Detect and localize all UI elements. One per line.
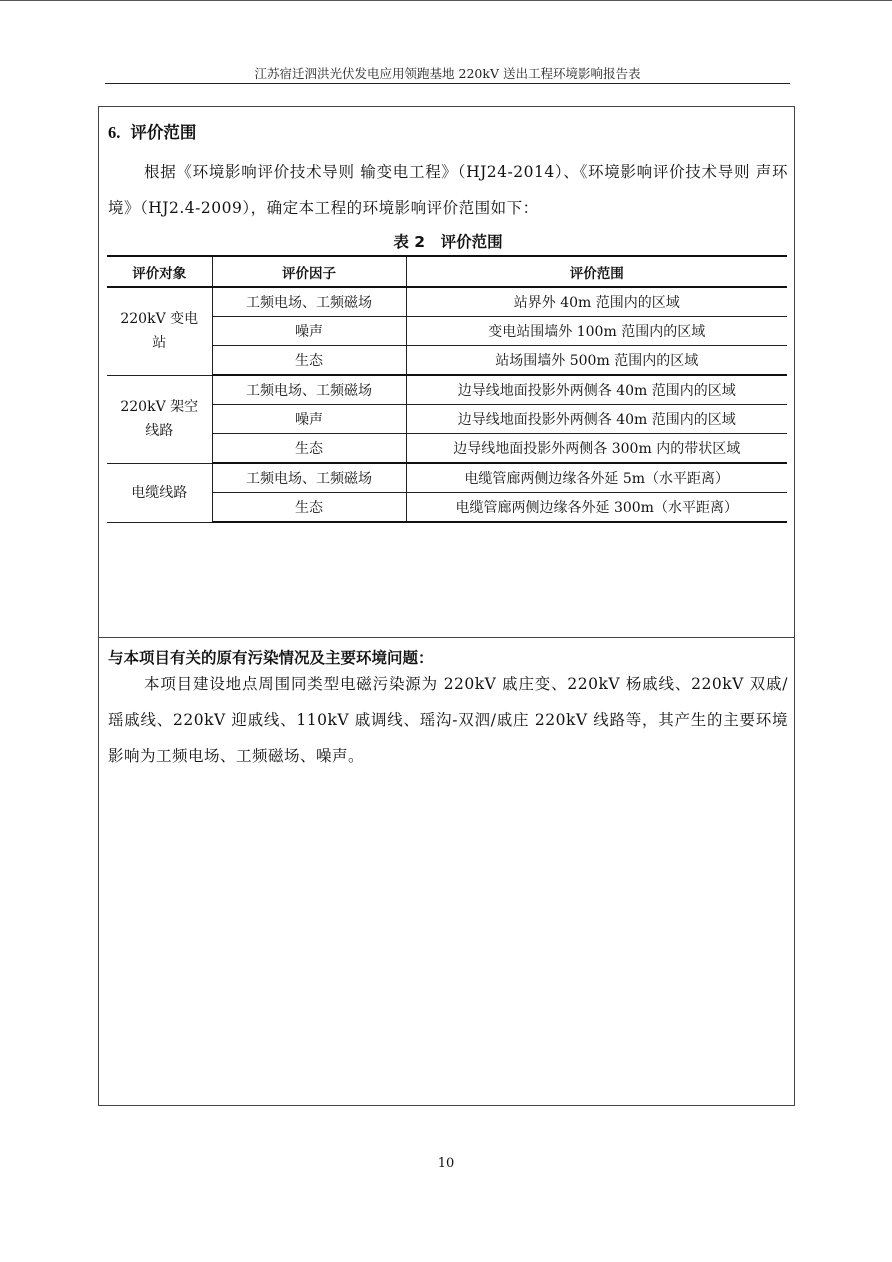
factor-cell: 工频电场、工频磁场 xyxy=(212,375,406,405)
pollution-heading: 与本项目有关的原有污染情况及主要环境问题： xyxy=(108,649,434,667)
table-row xyxy=(107,375,787,405)
object-cell: 220kV 变电站 xyxy=(107,287,212,375)
range-cell: 边导线地面投影外两侧各 40m 范围内的区域 xyxy=(406,405,787,434)
table-caption: 表 2 评价范围 xyxy=(393,233,503,251)
range-cell: 电缆管廊两侧边缘各外延 5m（水平距离） xyxy=(406,463,787,493)
range-cell: 站界外 40m 范围内的区域 xyxy=(406,287,787,317)
object-cell: 220kV 架空线路 xyxy=(107,375,212,463)
scope-table xyxy=(107,255,787,523)
pollution-paragraph: 本项目建设地点周围同类型电磁污染源为 220kV 戚庄变、220kV 杨戚线、220kV 双戚/瑶戚线、220kV 迎戚线、110kV 戚调线、瑶沟-双泗/戚庄 220kV 线路等，其产生的主要环境影响为工频电场、工频磁场、噪声。 xyxy=(108,675,788,765)
header-factor: 评价因子 xyxy=(212,256,406,287)
factor-cell: 生态 xyxy=(212,346,406,376)
section-title: 评价范围 xyxy=(130,123,197,142)
frame-divider xyxy=(98,637,795,638)
header-object: 评价对象 xyxy=(107,256,212,287)
section-heading xyxy=(108,119,196,143)
factor-cell: 工频电场、工频磁场 xyxy=(212,287,406,317)
table-row xyxy=(107,463,787,493)
factor-cell: 噪声 xyxy=(212,317,406,346)
page-number: 10 xyxy=(437,1156,455,1171)
factor-cell: 生态 xyxy=(212,493,406,523)
document-header: 江苏宿迁泗洪光伏发电应用领跑基地 220kV 送出工程环境影响报告表 xyxy=(254,66,641,81)
range-cell: 边导线地面投影外两侧各 300m 内的带状区域 xyxy=(406,434,787,464)
range-cell: 电缆管廊两侧边缘各外延 300m（水平距离） xyxy=(406,493,787,523)
factor-cell: 工频电场、工频磁场 xyxy=(212,463,406,493)
section-number: 6. xyxy=(108,123,121,142)
header-range: 评价范围 xyxy=(406,256,787,287)
table-header-row xyxy=(107,256,787,287)
range-cell: 站场围墙外 500m 范围内的区域 xyxy=(406,346,787,376)
range-cell: 变电站围墙外 100m 范围内的区域 xyxy=(406,317,787,346)
scope-paragraph: 根据《环境影响评价技术导则 输变电工程》（HJ24-2014）、《环境影响评价技术导则 声环境》（HJ2.4-2009），确定本工程的环境影响评价范围如下： xyxy=(108,163,788,217)
header-rule xyxy=(105,83,790,84)
object-cell: 电缆线路 xyxy=(107,463,212,522)
factor-cell: 生态 xyxy=(212,434,406,464)
factor-cell: 噪声 xyxy=(212,405,406,434)
top-border-line xyxy=(0,0,892,1)
range-cell: 边导线地面投影外两侧各 40m 范围内的区域 xyxy=(406,375,787,405)
table-row xyxy=(107,287,787,317)
